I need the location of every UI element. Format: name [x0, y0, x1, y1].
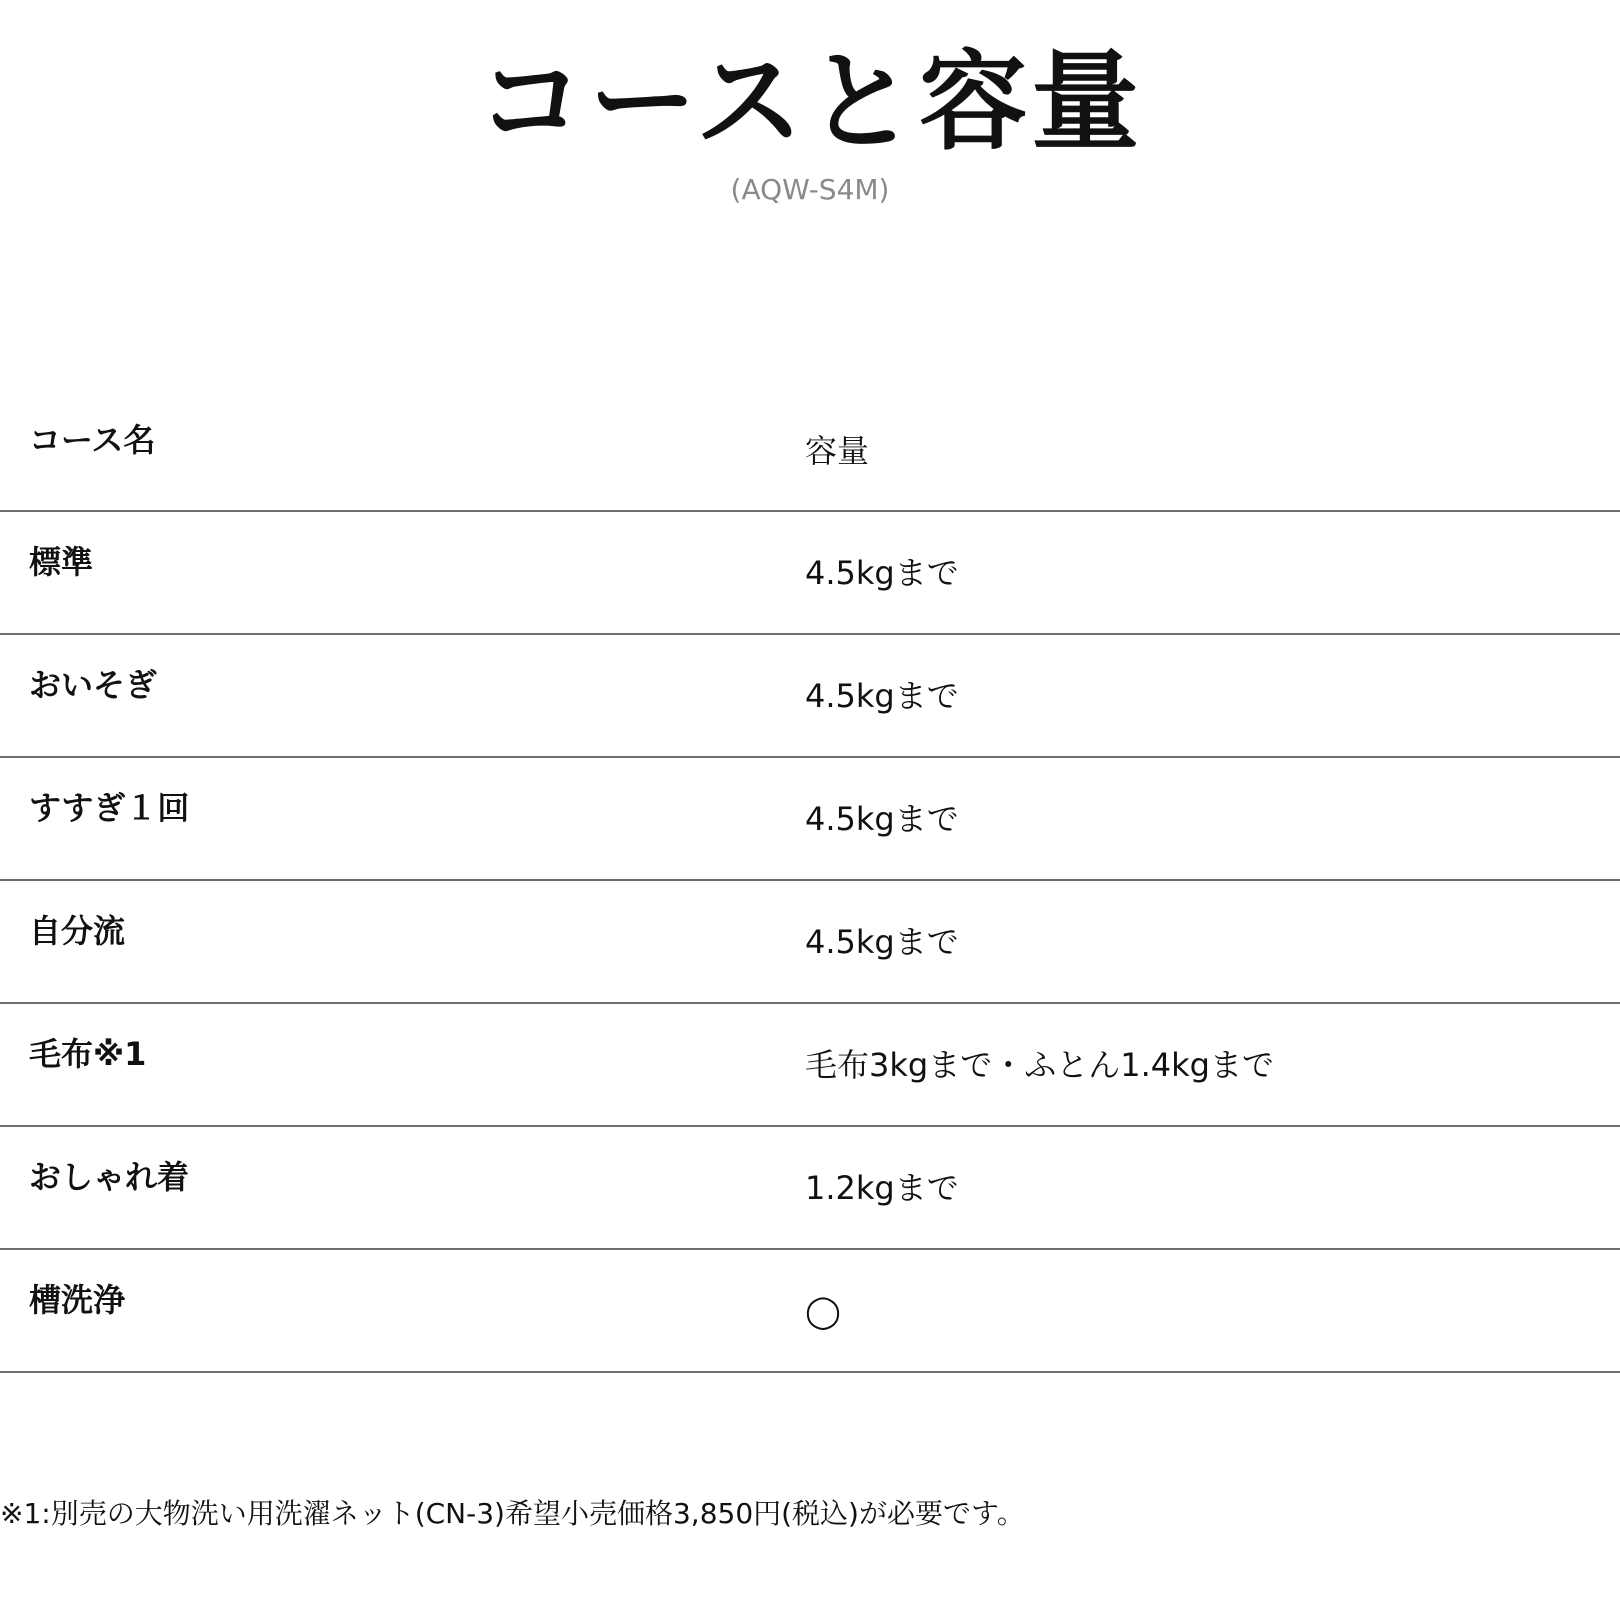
course-name: おいそぎ [29, 666, 158, 704]
column-header-capacity: 容量 [805, 432, 870, 470]
course-name: 毛布※1 [29, 1035, 147, 1073]
course-name: 自分流 [29, 912, 126, 950]
table-row [0, 635, 1620, 758]
table-row [0, 1127, 1620, 1250]
capacity-value: 毛布3kgまで・ふとん1.4kgまで [805, 1046, 1274, 1084]
capacity-value: ◯ [805, 1292, 841, 1330]
capacity-value: 4.5kgまで [805, 554, 959, 592]
table-row [0, 758, 1620, 881]
capacity-value: 4.5kgまで [805, 800, 959, 838]
course-capacity-table [0, 390, 1620, 1373]
footnote: ※1:別売の大物洗い用洗濯ネット(CN-3)希望小売価格3,850円(税込)が必要です。 [0, 1497, 1025, 1530]
model-number: (AQW-S4M) [730, 173, 890, 206]
capacity-value: 4.5kgまで [805, 677, 959, 715]
capacity-value: 1.2kgまで [805, 1169, 959, 1207]
table-header-row [0, 390, 1620, 512]
table-row [0, 1250, 1620, 1373]
course-name: 標準 [29, 543, 94, 581]
course-name: すすぎ１回 [29, 789, 190, 827]
capacity-value: 4.5kgまで [805, 923, 959, 961]
course-name: 槽洗浄 [29, 1281, 126, 1319]
column-header-course: コース名 [29, 421, 156, 459]
table-row [0, 512, 1620, 635]
table-row [0, 881, 1620, 1004]
course-name: おしゃれ着 [29, 1158, 190, 1196]
table-row [0, 1004, 1620, 1127]
page-title: コースと容量 [476, 40, 1144, 165]
